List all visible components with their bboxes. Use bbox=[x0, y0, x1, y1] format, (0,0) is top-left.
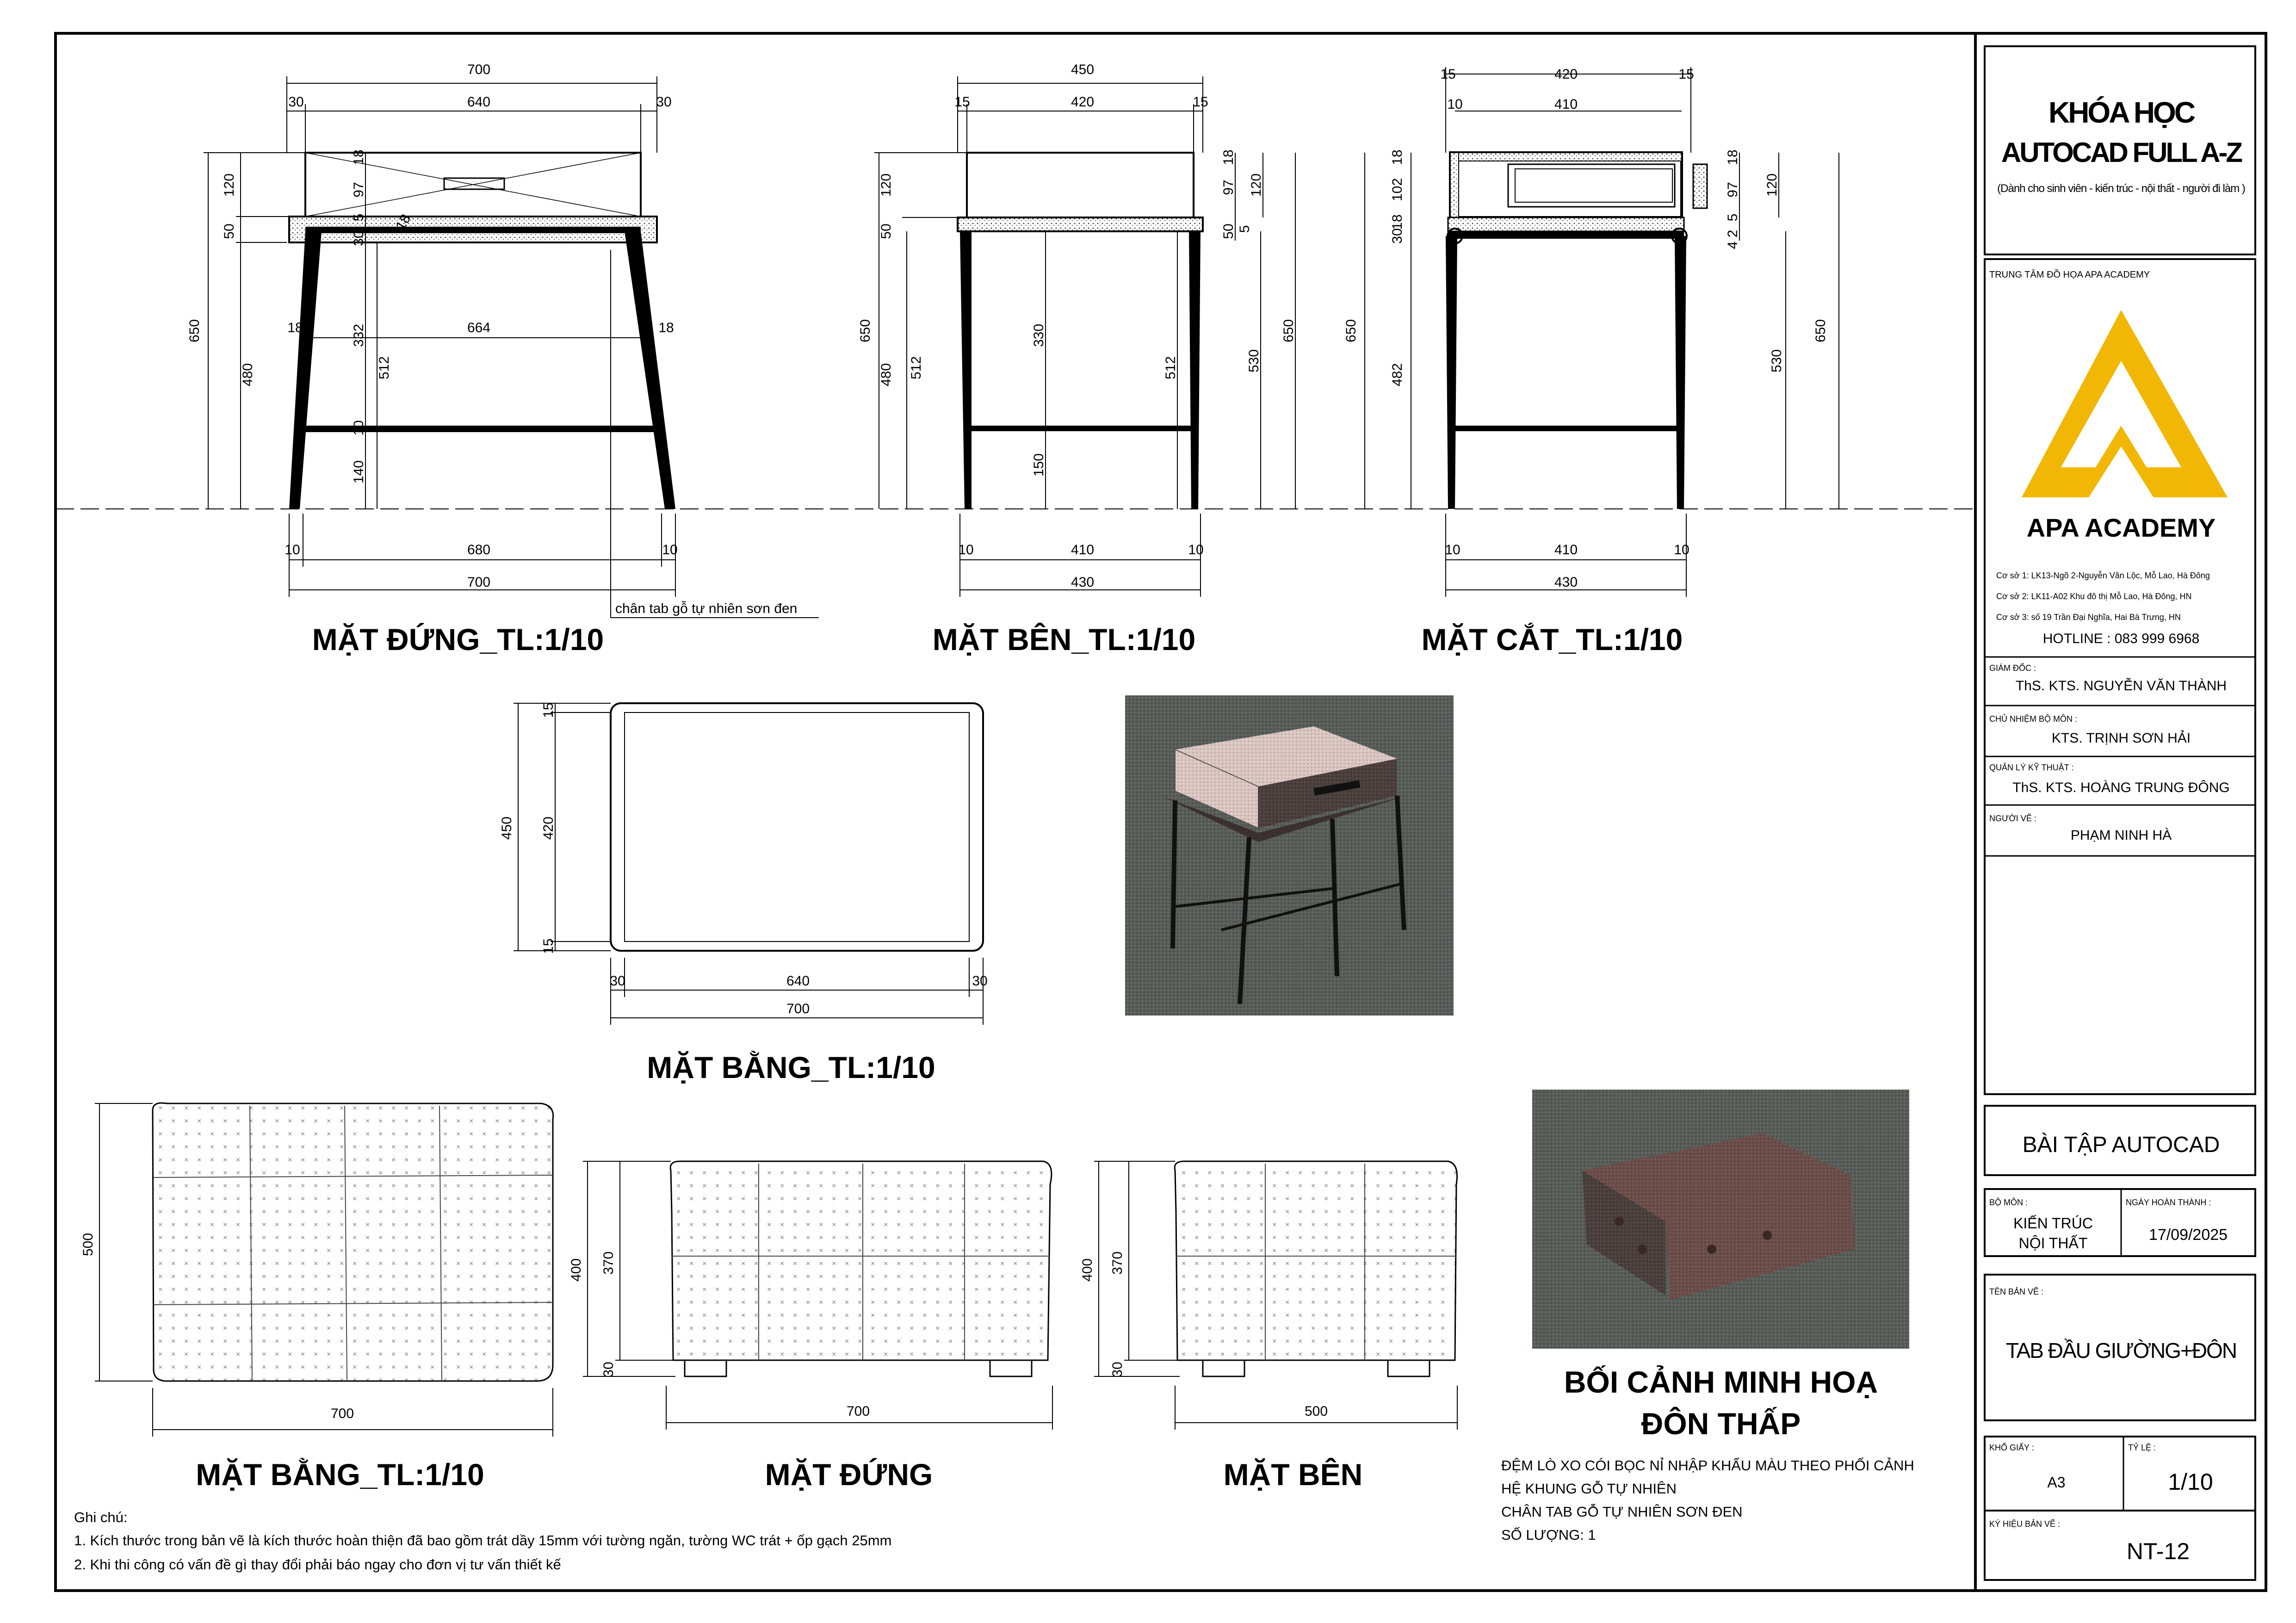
dimension-label: HỆ KHUNG GỖ TỰ NHIÊN bbox=[1501, 1481, 1677, 1497]
sheet-name: TAB ĐẦU GIƯỜNG+ĐÔN bbox=[2005, 1338, 2237, 1363]
dimension-label: 10 bbox=[1445, 542, 1461, 558]
dimension-label: 120 bbox=[879, 173, 894, 197]
dimension-label: QUẢN LÝ KỸ THUẬT : bbox=[1989, 763, 2074, 772]
brand-name: APA ACADEMY bbox=[2026, 513, 2216, 542]
dimension-label: 30 bbox=[610, 973, 625, 989]
dimension-label: 650 bbox=[1813, 319, 1828, 343]
dimension-label: 15 bbox=[1678, 67, 1694, 82]
dimension-label: KÝ HIỆU BẢN VẼ : bbox=[1989, 1519, 2061, 1529]
dimension-label: NGÀY HOÀN THÀNH : bbox=[2126, 1198, 2211, 1207]
dimension-label: 330 bbox=[1031, 323, 1046, 347]
dimension-label: CHÂN TAB GỖ TỰ NHIÊN SƠN ĐEN bbox=[1501, 1504, 1743, 1520]
dimension-label: 18 bbox=[287, 320, 303, 335]
dimension-label: 530 bbox=[1769, 349, 1784, 373]
dimension-label: TỶ LỆ : bbox=[2128, 1443, 2156, 1452]
dimension-label: 102 bbox=[1390, 178, 1405, 202]
dimension-label: 400 bbox=[569, 1258, 584, 1282]
dimension-label: 640 bbox=[786, 973, 810, 989]
dimension-label: 650 bbox=[1343, 319, 1359, 343]
dimension-label: PHẠM NINH HÀ bbox=[2070, 828, 2172, 843]
title-section-view: MẶT CẮT_TL:1/10 bbox=[1421, 622, 1683, 657]
dimension-label: 500 bbox=[1304, 1404, 1328, 1419]
title-front-view: MẶT ĐỨNG_TL:1/10 bbox=[312, 622, 604, 657]
dimension-label: NỘI THẤT bbox=[2018, 1235, 2088, 1251]
dimension-label: 700 bbox=[330, 1406, 354, 1421]
dimension-label: 30 bbox=[601, 1362, 616, 1377]
dimension-label: 4 bbox=[1725, 241, 1740, 249]
dimension-label: 18 bbox=[393, 211, 414, 233]
dimension-label: 10 bbox=[958, 542, 974, 558]
dimension-label: GIÁM ĐỐC : bbox=[1989, 663, 2036, 673]
dimension-label: 30 bbox=[1390, 228, 1405, 244]
dimension-label: 500 bbox=[80, 1233, 96, 1257]
dim-front-top-640: 640 bbox=[467, 94, 491, 110]
dimension-label: 18 bbox=[1390, 214, 1405, 230]
dim-front-120: 120 bbox=[222, 173, 237, 197]
dimension-label: 30 bbox=[972, 973, 988, 989]
dimension-label: 18 bbox=[1390, 149, 1405, 165]
dimension-label: 650 bbox=[1281, 319, 1296, 343]
dim-front-top-700: 700 bbox=[467, 62, 491, 77]
dimension-label: 97 bbox=[1725, 182, 1740, 198]
dimension-label: KIẾN TRÚC bbox=[2013, 1215, 2093, 1232]
course-subtitle: (Dành cho sinh viên - kiến trúc - nội thất - người đi làm ) bbox=[1997, 182, 2245, 195]
leader-note: chân tab gỗ tự nhiên sơn đen bbox=[615, 601, 798, 616]
dimension-label: Cơ sở 1: LK13-Ngõ 2-Nguyễn Văn Lộc, Mỗ Lao, Hà Đông bbox=[1996, 571, 2210, 580]
dimension-label: CHỦ NHIỆM BỘ MÔN : bbox=[1989, 714, 2078, 724]
dimension-label: 664 bbox=[467, 320, 491, 335]
dimension-label: 430 bbox=[1071, 575, 1095, 590]
dimension-label: 18 bbox=[1725, 149, 1740, 165]
title-ottoman-side: MẶT BÊN bbox=[1223, 1457, 1363, 1492]
dim-front-top-30a: 30 bbox=[288, 94, 304, 110]
dimension-label: 120 bbox=[1249, 173, 1264, 197]
dimension-label: SỐ LƯỢNG: 1 bbox=[1501, 1527, 1596, 1543]
dimension-label: 97 bbox=[1221, 180, 1236, 195]
dimension-label: 15 bbox=[1440, 67, 1456, 82]
dimension-label: 332 bbox=[351, 323, 366, 347]
dimension-label: 140 bbox=[351, 460, 366, 484]
course-title-1: KHÓA HỌC bbox=[2048, 96, 2194, 129]
dimension-label: 410 bbox=[1071, 542, 1095, 558]
render-ottoman bbox=[1532, 1090, 1909, 1441]
render-bedside-table bbox=[1125, 695, 1454, 1016]
dimension-label: 700 bbox=[786, 1001, 810, 1016]
dimension-label: 30 bbox=[1110, 1362, 1125, 1377]
dimension-label: TÊN BẢN VẼ : bbox=[1989, 1287, 2044, 1296]
dimension-label: 18 bbox=[658, 320, 674, 335]
dimension-label: 15 bbox=[541, 938, 556, 954]
dimension-label: 370 bbox=[1110, 1251, 1125, 1275]
dimension-label: 15 bbox=[541, 702, 556, 718]
dimension-label: 18 bbox=[1221, 149, 1236, 165]
dimension-label: 430 bbox=[1554, 575, 1578, 590]
dimension-label: 420 bbox=[541, 816, 556, 840]
render-ottoman-title-1: BỐI CẢNH MINH HOẠ bbox=[1564, 1365, 1878, 1399]
dimension-label: 512 bbox=[909, 356, 924, 380]
dimension-label: 5 bbox=[1725, 213, 1740, 222]
title-ottoman-front: MẶT ĐỨNG bbox=[765, 1457, 933, 1492]
dimension-label: TRUNG TÂM ĐỒ HỌA APA ACADEMY bbox=[1989, 270, 2150, 280]
dimension-label: 50 bbox=[1221, 223, 1236, 239]
dimension-label: 680 bbox=[467, 542, 491, 558]
title-ottoman-plan: MẶT BẰNG_TL:1/10 bbox=[196, 1457, 484, 1492]
dimension-label: BỘ MÔN : bbox=[1989, 1198, 2028, 1207]
dimension-label: ThS. KTS. HOÀNG TRUNG ĐÔNG bbox=[2012, 780, 2230, 795]
dimension-label: 120 bbox=[1764, 173, 1780, 197]
dimension-label: 50 bbox=[879, 223, 894, 239]
dimension-label: 15 bbox=[1193, 94, 1208, 110]
dimension-label: ĐỆM LÒ XO CÓI BỌC NỈ NHẬP KHẨU MÀU THEO PHỐI CẢNH bbox=[1501, 1457, 1914, 1474]
dimension-label: 530 bbox=[1246, 349, 1262, 373]
render-ottoman-title-2: ĐÔN THẤP bbox=[1641, 1406, 1801, 1441]
dimension-label: KTS. TRỊNH SƠN HẢI bbox=[2051, 731, 2191, 746]
dimension-label: 450 bbox=[1071, 62, 1095, 77]
dimension-label: Cơ sở 3: số 19 Trần Đại Nghĩa, Hai Bà Trưng, HN bbox=[1996, 613, 2181, 622]
dimension-label: Cơ sở 2: LK11-A02 Khu đô thị Mỗ Lao, Hà Đông, HN bbox=[1996, 592, 2192, 601]
dimension-label: 10 bbox=[1188, 542, 1204, 558]
dimension-label: 420 bbox=[1071, 94, 1095, 110]
hotline: HOTLINE : 083 999 6968 bbox=[2042, 631, 2200, 646]
dimension-label: 512 bbox=[377, 356, 392, 380]
dimension-label: 15 bbox=[954, 94, 970, 110]
dimension-label: 150 bbox=[1031, 453, 1046, 477]
dimension-label: 10 bbox=[285, 542, 300, 558]
dim-front-50: 50 bbox=[222, 223, 237, 239]
dimension-label: KHỔ GIẤY : bbox=[1989, 1443, 2034, 1452]
dimension-label: 700 bbox=[467, 575, 491, 590]
dimension-label: 410 bbox=[1554, 97, 1578, 112]
dimension-label: 10 bbox=[351, 420, 366, 436]
dimension-label: 480 bbox=[879, 363, 894, 387]
dimension-label: 1/10 bbox=[2168, 1469, 2213, 1495]
dimension-label: 2. Khi thi công có vấn đề gì thay đổi phải báo ngay cho đơn vị tư vấn thiết kế bbox=[74, 1556, 561, 1573]
dimension-label: 5 bbox=[1237, 225, 1252, 233]
exercise-title: BÀI TẬP AUTOCAD bbox=[2022, 1133, 2220, 1157]
dimension-label: 10 bbox=[662, 542, 678, 558]
dim-front-650: 650 bbox=[187, 319, 202, 343]
dimension-label: 512 bbox=[1163, 356, 1178, 380]
dimension-label: 1. Kích thước trong bản vẽ là kích thước hoàn thiện đã bao gồm trát dầy 15mm với tường ngăn, tường WC trát + ốp gạch 25mm bbox=[74, 1532, 892, 1549]
dimension-label: 482 bbox=[1390, 363, 1405, 387]
dimension-label: 10 bbox=[1674, 542, 1690, 558]
drawing-code: NT-12 bbox=[2126, 1538, 2190, 1564]
dim-front-480: 480 bbox=[240, 363, 255, 387]
dimension-label: 700 bbox=[846, 1404, 870, 1419]
dimension-label: 450 bbox=[499, 816, 514, 840]
dimension-label: Ghi chú: bbox=[74, 1509, 128, 1525]
dimension-label: 2 bbox=[1725, 229, 1740, 238]
dimension-label: 650 bbox=[858, 319, 873, 343]
dimension-label: 97 bbox=[351, 182, 366, 198]
dimension-label: 5 bbox=[351, 213, 366, 222]
dimension-label: 17/09/2025 bbox=[2148, 1226, 2228, 1244]
dimension-label: 30 bbox=[351, 230, 366, 246]
course-title-2: AUTOCAD FULL A-Z bbox=[2001, 137, 2241, 168]
title-side-view: MẶT BÊN_TL:1/10 bbox=[932, 622, 1196, 657]
dimension-label: 10 bbox=[1447, 97, 1463, 112]
dimension-label: A3 bbox=[2047, 1474, 2066, 1491]
dimension-label: 420 bbox=[1554, 67, 1578, 82]
dimension-label: ThS. KTS. NGUYỄN VĂN THÀNH bbox=[2015, 678, 2227, 694]
dimension-label: 400 bbox=[1080, 1258, 1095, 1282]
dimension-label: NGƯỜI VẼ : bbox=[1989, 814, 2036, 823]
dimension-label: 18 bbox=[351, 149, 366, 165]
title-plan-view: MẶT BẰNG_TL:1/10 bbox=[647, 1050, 935, 1084]
dimension-label: 370 bbox=[601, 1251, 616, 1275]
dimension-label: 410 bbox=[1554, 542, 1578, 558]
dim-front-top-30b: 30 bbox=[656, 94, 672, 110]
